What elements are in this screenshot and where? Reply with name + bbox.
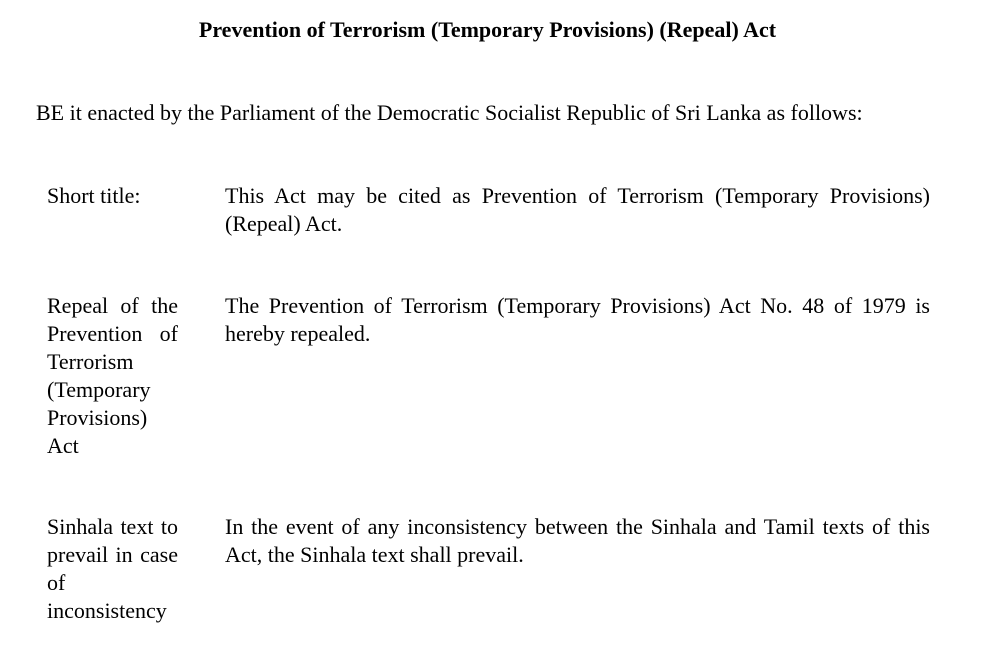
enacting-clause: BE it enacted by the Parliament of the Democratic Socialist Republic of Sri Lanka as follows: [36,100,863,125]
marginal-note: Repeal of the Prevention of Terrorism (Temporary Provisions) Act [47,293,178,458]
section-text: In the event of any inconsistency between the Sinhala and Tamil texts of this Act, the Sinhala text shall prevail. [225,514,930,567]
marginal-note: Short title: [47,183,141,208]
marginal-note: Sinhala text to prevail in case of inconsistency [47,514,178,623]
section-text: The Prevention of Terrorism (Temporary Provisions) Act No. 48 of 1979 is hereby repealed. [225,293,930,346]
section-text: This Act may be cited as Prevention of Terrorism (Temporary Provisions) (Repeal) Act. [225,183,930,236]
act-title: Prevention of Terrorism (Temporary Provisions) (Repeal) Act [198,17,777,42]
